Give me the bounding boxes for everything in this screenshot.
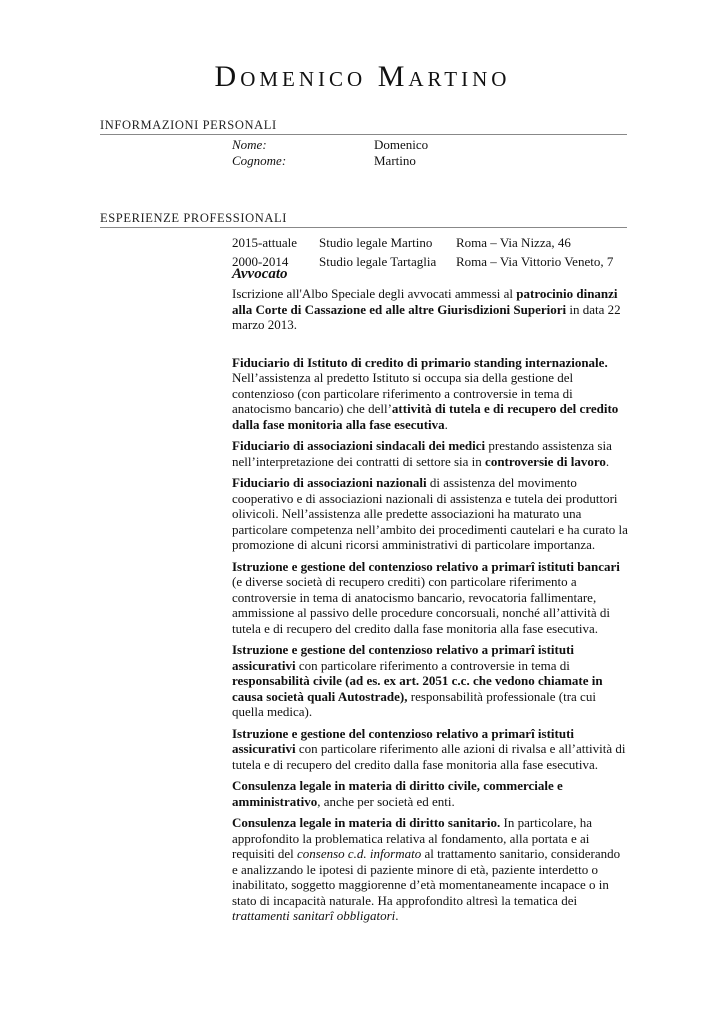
experience-paragraph (232, 815, 628, 924)
job-list (232, 233, 613, 271)
bold-text: responsabilità civile (ad es. ex art. 2051 c.c. che vedono chiamate in causa società quali Autostrade), (232, 673, 603, 704)
job-place: Roma – Via Vittorio Veneto, 7 (456, 254, 614, 269)
field-row-nome (232, 137, 428, 153)
job-period: 2015-attuale (232, 235, 297, 250)
job-row (232, 252, 613, 271)
bold-text: Fiduciario di Istituto di credito di primario standing internazionale. (232, 354, 608, 370)
section-title-experience: ESPERIENZE PROFESSIONALI (100, 211, 627, 228)
paragraph-text: . (444, 416, 448, 432)
italic-text: consenso c.d. informato (297, 846, 422, 861)
job-role: Avvocato (232, 266, 288, 282)
bold-text: controversie di lavoro (485, 453, 606, 469)
paragraph-text: . (605, 453, 610, 469)
experience-paragraph (232, 286, 628, 333)
section-title-personal: INFORMAZIONI PERSONALI (100, 118, 627, 135)
experience-paragraph (232, 778, 628, 809)
paragraph-text: Iscrizione all'Albo Speciale degli avvocati ammessi al (232, 286, 517, 301)
bold-text: Fiduciario di associazioni sindacali dei medici (232, 438, 486, 453)
cv-name: Domenico Martino (214, 60, 511, 93)
bold-text: patrocinio dinanzi alla Corte di Cassazione ed alle altre Giurisdizioni Superiori (232, 286, 618, 317)
job-firm: Studio legale Martino (319, 235, 433, 250)
bold-text: Fiduciario di associazioni nazionali (232, 475, 427, 490)
bold-text: Consulenza legale in materia di diritto sanitario. (232, 815, 501, 830)
italic-text: trattamenti sanitarî obbligatori (232, 908, 396, 923)
field-value: Martino (374, 153, 416, 168)
bold-text: Istruzione e gestione del contenzioso relativo a primarî istituti bancari (232, 558, 620, 574)
experience-paragraph (232, 355, 628, 433)
paragraph-text: , anche per società ed enti. (317, 793, 455, 809)
paragraph-text: in data 22 marzo 2013. (232, 301, 621, 332)
bold-text: Istruzione e gestione del contenzioso relativo a primarî istituti assicurativi (232, 642, 575, 673)
paragraph-text: prestando assistenza sia nell’interpretazione dei contratti di settore sia in (232, 438, 612, 469)
experience-paragraph (232, 438, 628, 469)
experience-paragraph (232, 475, 628, 553)
paragraph-text: con particolare riferimento a controversie in tema di (295, 657, 570, 673)
paragraph-text: responsabilità professionale (tra cui quella medica). (232, 688, 596, 719)
paragraph-text: al trattamento sanitario, considerando e analizzando le ipotesi di paziente minore di età, paziente interdetto o inabilitato, soggetto maggiorenne d’età momentaneamente incapace o in stato di incapacità naturale. Ha approfondito altresì la tematica dei (232, 846, 621, 908)
field-label: Cognome: (232, 153, 287, 168)
bold-text: Consulenza legale in materia di diritto civile, commerciale e amministrativo (232, 778, 563, 809)
field-value: Domenico (374, 137, 429, 152)
job-firm: Studio legale Tartaglia (319, 254, 437, 269)
paragraph-text: di assistenza del movimento cooperativo e di associazioni nazionali di assistenza e tutela dei produttori olivicoli. Nell’assistenza alle predette associazioni ha maturato una particolare competenza nell’ambito dei procedimenti cautelari e ha curato la promozione di alcuni ricorsi amministrativi di particolare importanza. (232, 475, 628, 552)
job-period: 2000-2014 (232, 254, 289, 269)
job-place: Roma – Via Nizza, 46 (456, 235, 571, 250)
bold-text: Istruzione e gestione del contenzioso relativo a primarî istituti assicurativi (232, 725, 575, 756)
experience-paragraph (232, 726, 628, 773)
bold-text: attività di tutela e di recupero del credito dalla fase monitoria alla fase esecutiva (232, 401, 619, 432)
field-row-cognome (232, 153, 428, 169)
paragraph-text: . (395, 908, 399, 923)
experience-paragraph (232, 559, 628, 637)
paragraph-text: Nell’assistenza al predetto Istituto si occupa sia della gestione del contenzioso (con particolare riferimento a controversie in tema di anatocismo bancario) che dell’ (232, 370, 574, 416)
field-label: Nome: (232, 137, 267, 152)
personal-fields (232, 137, 428, 169)
job-row (232, 233, 613, 252)
experience-paragraph (232, 642, 628, 720)
paragraph-text: (e diverse società di recupero crediti) con particolare riferimento a controversie in tema di anatocismo bancario, revocatoria fallimentare, ammissione al passivo delle procedure concorsuali, nonché all’attività di tutela e di recupero del credito dalla fase monitoria alla fase esecutiva. (232, 574, 610, 636)
paragraph-text: In particolare, ha approfondito la problematica relativa al fondamento, alla portata e ai requisiti del (232, 815, 592, 861)
paragraph-text: con particolare riferimento alle azioni di rivalsa e all’attività di tutela e di recupero del credito dalla fase monitoria alla fase esecutiva. (232, 741, 626, 772)
experience-description (232, 286, 628, 930)
